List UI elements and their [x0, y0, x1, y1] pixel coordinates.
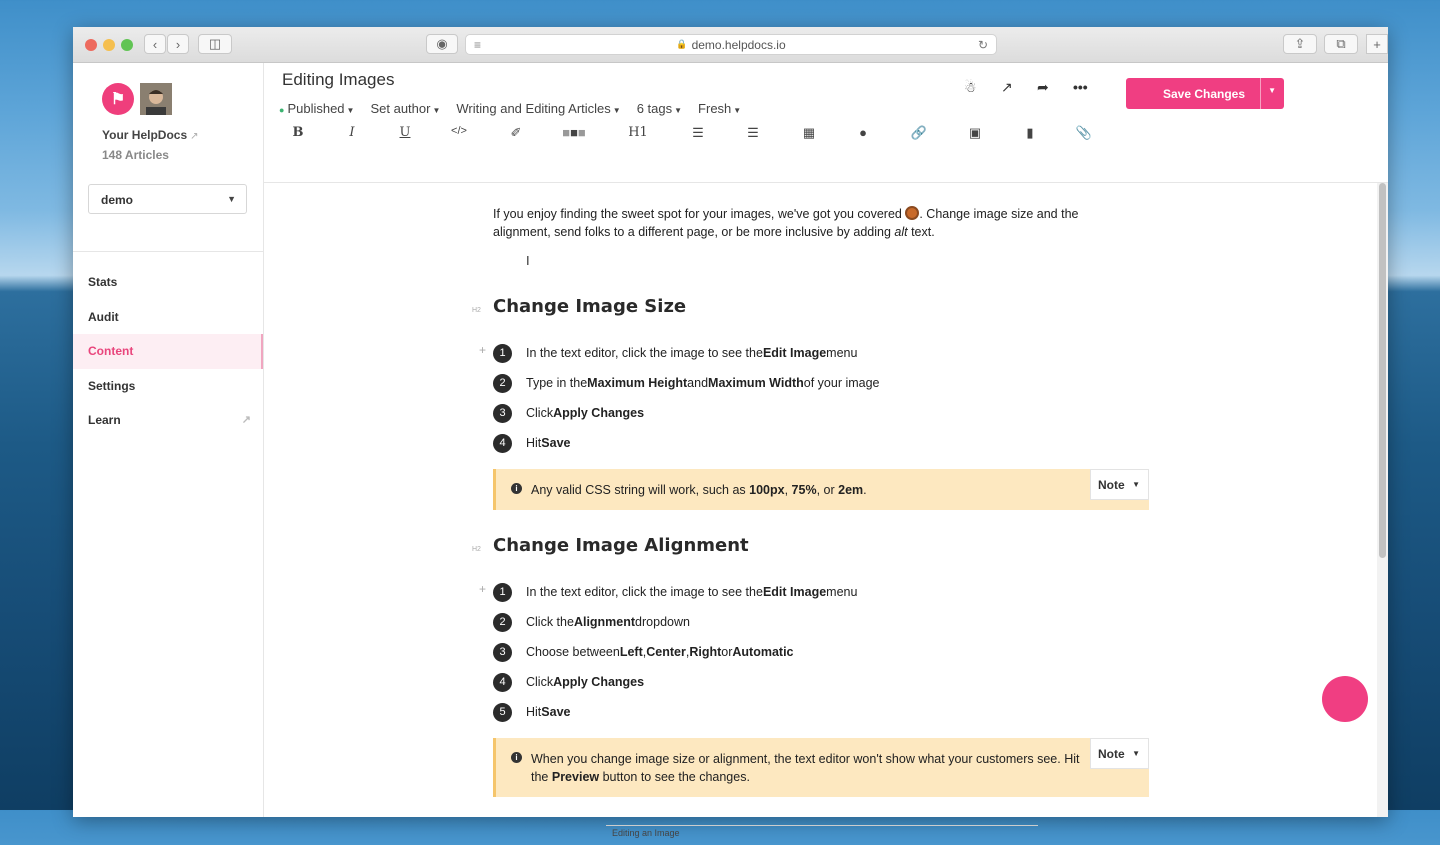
- chevron-left-icon: ‹: [152, 36, 158, 52]
- browser-window: [73, 27, 1388, 838]
- text: Edit Image: [762, 346, 827, 360]
- text: If you enjoy finding the sweet spot for your images, we've got you covered: [493, 207, 906, 221]
- workspace-value: demo: [101, 193, 134, 207]
- freshness-label: Fresh: [698, 101, 732, 116]
- text: Save: [541, 705, 571, 719]
- sidebar-item-learn[interactable]: [73, 403, 263, 438]
- text: Save: [541, 436, 571, 450]
- note-text: [531, 751, 1089, 786]
- scrollbar-thumb[interactable]: [1379, 183, 1386, 558]
- nav-label: Learn: [88, 413, 121, 428]
- back-button[interactable]: [144, 34, 166, 54]
- heading-tag: H2: [472, 546, 481, 553]
- note-type-dropdown[interactable]: [1090, 738, 1149, 769]
- save-label: Save Changes: [1162, 87, 1246, 101]
- heading-icon[interactable]: H1: [628, 125, 648, 140]
- list-item[interactable]: [493, 612, 690, 632]
- info-icon: i: [511, 483, 522, 494]
- step-number: 3: [493, 643, 512, 662]
- nav-label: Audit: [88, 309, 119, 324]
- formatting-toolbar: [284, 125, 1104, 143]
- add-block-icon[interactable]: +: [479, 343, 487, 357]
- list-item[interactable]: [493, 642, 794, 662]
- close-window-button[interactable]: [85, 39, 97, 51]
- file-icon[interactable]: ▮: [1026, 125, 1034, 140]
- step-number: 1: [493, 344, 512, 363]
- text: .: [863, 483, 867, 497]
- step-number: 3: [493, 404, 512, 423]
- editor-header: [264, 63, 1388, 183]
- tabs-icon: ⧉: [1336, 36, 1346, 51]
- step-number: 2: [493, 613, 512, 632]
- sidebar-nav: [73, 265, 263, 438]
- text: Maximum Width: [708, 376, 804, 390]
- minimize-window-button[interactable]: [103, 39, 115, 51]
- note-type-label: Note: [1098, 478, 1125, 492]
- text: 2em: [838, 483, 864, 497]
- link-icon[interactable]: 🔗: [910, 125, 928, 140]
- text: . Change image size and the alignment, send folks to a different page, or be more inclusive by adding: [493, 207, 1079, 239]
- text: Choose between: [526, 645, 620, 659]
- workspace-select[interactable]: [88, 184, 247, 214]
- text: Edit Image: [762, 585, 827, 599]
- section-heading[interactable]: Change Image Size: [493, 296, 687, 317]
- sidebar-item-content[interactable]: [73, 334, 263, 369]
- new-tab-button[interactable]: [1366, 34, 1388, 54]
- caret-down-icon: ▼: [674, 106, 683, 115]
- more-icon[interactable]: •••: [1073, 79, 1088, 95]
- tags-dropdown[interactable]: [637, 101, 682, 116]
- caret-down-icon: ▼: [1132, 480, 1140, 489]
- text: or: [721, 645, 733, 659]
- text: Right: [689, 645, 722, 659]
- note-callout[interactable]: [493, 738, 1149, 797]
- text: In the text editor, click the image to see the: [526, 346, 763, 360]
- step-number: 1: [493, 583, 512, 602]
- editor-body[interactable]: [264, 183, 1377, 838]
- divider: [1260, 78, 1261, 109]
- text: ,: [642, 645, 647, 659]
- list-item[interactable]: [493, 373, 880, 393]
- forward-button[interactable]: [167, 34, 189, 54]
- external-link-icon[interactable]: ↗: [1001, 79, 1013, 95]
- code-icon[interactable]: </>: [451, 125, 467, 137]
- text: Left: [619, 645, 643, 659]
- brand-name: Your HelpDocs: [102, 128, 188, 142]
- text: Any valid CSS string will work, such as: [531, 483, 750, 497]
- url-text: demo.helpdocs.io: [691, 37, 786, 52]
- list-item[interactable]: [493, 403, 644, 423]
- bullet-list-icon[interactable]: ☰: [747, 125, 759, 140]
- ordered-list-icon[interactable]: ☰: [692, 125, 704, 140]
- sidebar-item-stats[interactable]: [73, 265, 263, 300]
- layout-icon[interactable]: ■■■: [562, 125, 586, 140]
- bookmark-icon: ⚑: [110, 91, 126, 108]
- divider: [73, 251, 263, 252]
- text: When you change image size or alignment, the text editor won't show what your customers see. Hit the: [531, 752, 1080, 784]
- caret-down-icon: ▼: [432, 106, 441, 115]
- text: Apply Changes: [553, 406, 645, 420]
- text: 75%: [791, 483, 817, 497]
- text: , or: [816, 483, 839, 497]
- text: menu: [826, 585, 858, 599]
- sidebar-item-settings[interactable]: [73, 369, 263, 404]
- article-meta: [279, 101, 741, 116]
- caret-down-icon: ▼: [346, 106, 355, 115]
- list-item[interactable]: [493, 343, 857, 363]
- author-label: Set author: [370, 101, 431, 116]
- attachment-icon[interactable]: 📎: [1075, 125, 1093, 140]
- category-label: Writing and Editing Articles: [456, 101, 611, 116]
- author-dropdown[interactable]: [370, 101, 440, 116]
- list-item[interactable]: [493, 672, 644, 692]
- list-item[interactable]: [493, 582, 857, 602]
- step-number: 4: [493, 434, 512, 453]
- caret-down-icon: ▼: [227, 194, 236, 204]
- text: Click the: [526, 615, 574, 629]
- key-icon: ◉: [436, 36, 448, 51]
- text: Alignment: [573, 615, 636, 629]
- article-title[interactable]: Editing Images: [282, 70, 395, 89]
- intro-paragraph[interactable]: [493, 206, 1113, 241]
- reload-icon[interactable]: ↻: [977, 37, 988, 52]
- text: Apply Changes: [553, 675, 645, 689]
- section-heading[interactable]: Change Image Alignment: [493, 535, 749, 556]
- nav-label: Content: [88, 344, 134, 359]
- list-item[interactable]: [493, 433, 570, 453]
- status-dropdown[interactable]: [279, 101, 354, 116]
- text: button to see the changes.: [599, 769, 750, 784]
- help-beacon-button[interactable]: [1322, 676, 1368, 722]
- chevron-right-icon: ›: [175, 36, 181, 52]
- share-button[interactable]: [1283, 34, 1317, 54]
- plus-icon: +: [1373, 36, 1381, 52]
- text-cursor-icon: I: [526, 253, 530, 268]
- text: dropdown: [635, 615, 690, 629]
- text: Hit: [526, 705, 542, 719]
- category-dropdown[interactable]: [456, 101, 620, 116]
- scrollbar[interactable]: [1377, 183, 1388, 817]
- text: Center: [646, 645, 686, 659]
- text: Type in the: [526, 376, 588, 390]
- text: ,: [784, 483, 792, 497]
- app-sidebar: [73, 63, 264, 817]
- add-block-icon[interactable]: +: [479, 582, 487, 596]
- external-link-icon: ↗: [190, 131, 199, 142]
- caret-down-icon: ▼: [612, 106, 621, 115]
- table-icon[interactable]: ▦: [802, 125, 816, 140]
- text: alt: [894, 224, 908, 239]
- brush-icon[interactable]: ✐: [510, 125, 522, 140]
- image-icon[interactable]: ▣: [968, 125, 982, 140]
- image-caption: Editing an Image: [612, 828, 680, 838]
- note-type-label: Note: [1098, 747, 1125, 761]
- text: In the text editor, click the image to see the: [526, 585, 763, 599]
- freshness-dropdown[interactable]: [698, 101, 741, 116]
- italic-icon[interactable]: I: [349, 125, 355, 140]
- text: and: [687, 376, 709, 390]
- share-arrow-icon[interactable]: ➦: [1037, 79, 1049, 95]
- caret-down-icon[interactable]: ▼: [1268, 86, 1276, 95]
- tabs-button[interactable]: [1324, 34, 1358, 54]
- text: 100px: [749, 483, 785, 497]
- bold-icon[interactable]: B: [292, 125, 304, 140]
- text: menu: [826, 346, 858, 360]
- save-changes-button[interactable]: [1126, 78, 1284, 109]
- reader-icon: ≡: [474, 37, 482, 52]
- browser-titlebar: [73, 27, 1388, 63]
- image-preview[interactable]: [606, 825, 1038, 845]
- underline-icon[interactable]: U: [399, 125, 411, 140]
- sidebar-icon: ◫: [208, 36, 222, 51]
- info-icon: i: [511, 752, 522, 763]
- text: Preview: [551, 769, 600, 784]
- helpdocs-brand[interactable]: [102, 128, 199, 142]
- helpdocs-logo[interactable]: [102, 83, 134, 115]
- text: Click: [526, 406, 554, 420]
- address-bar[interactable]: [465, 34, 997, 55]
- step-number: 4: [493, 673, 512, 692]
- external-link-icon: ↗: [241, 414, 251, 426]
- text: Automatic: [732, 645, 794, 659]
- user-photo: [140, 83, 172, 115]
- lock-icon: 🔒: [676, 39, 688, 49]
- step-number: 5: [493, 703, 512, 722]
- list-item[interactable]: [493, 702, 570, 722]
- sidebar-item-audit[interactable]: [73, 300, 263, 335]
- donut-emoji-icon: [905, 206, 919, 220]
- text: Maximum Height: [587, 376, 688, 390]
- maximize-window-button[interactable]: [121, 39, 133, 51]
- status-label: Published: [287, 101, 345, 116]
- text: of your image: [803, 376, 880, 390]
- ghost-icon[interactable]: ☃: [964, 79, 977, 95]
- text: Hit: [526, 436, 542, 450]
- share-icon: ⇪: [1294, 36, 1306, 51]
- published-dot-icon: ●: [279, 105, 285, 115]
- note-callout[interactable]: [493, 469, 1149, 510]
- user-avatar[interactable]: [140, 83, 172, 115]
- step-number: 2: [493, 374, 512, 393]
- note-text: [531, 482, 1089, 500]
- nav-label: Stats: [88, 275, 118, 290]
- sidebar-toggle-button[interactable]: [198, 34, 232, 54]
- caret-down-icon: ▼: [733, 106, 742, 115]
- note-type-dropdown[interactable]: [1090, 469, 1149, 500]
- tags-label: 6 tags: [636, 101, 673, 116]
- password-button[interactable]: [426, 34, 458, 54]
- text: text.: [907, 224, 935, 239]
- nav-label: Settings: [88, 378, 136, 393]
- text: ,: [685, 645, 690, 659]
- article-count: 148 Articles: [102, 148, 169, 162]
- text: Click: [526, 675, 554, 689]
- comment-icon[interactable]: ●: [859, 125, 867, 140]
- heading-tag: H2: [472, 307, 481, 314]
- caret-down-icon: ▼: [1132, 749, 1140, 758]
